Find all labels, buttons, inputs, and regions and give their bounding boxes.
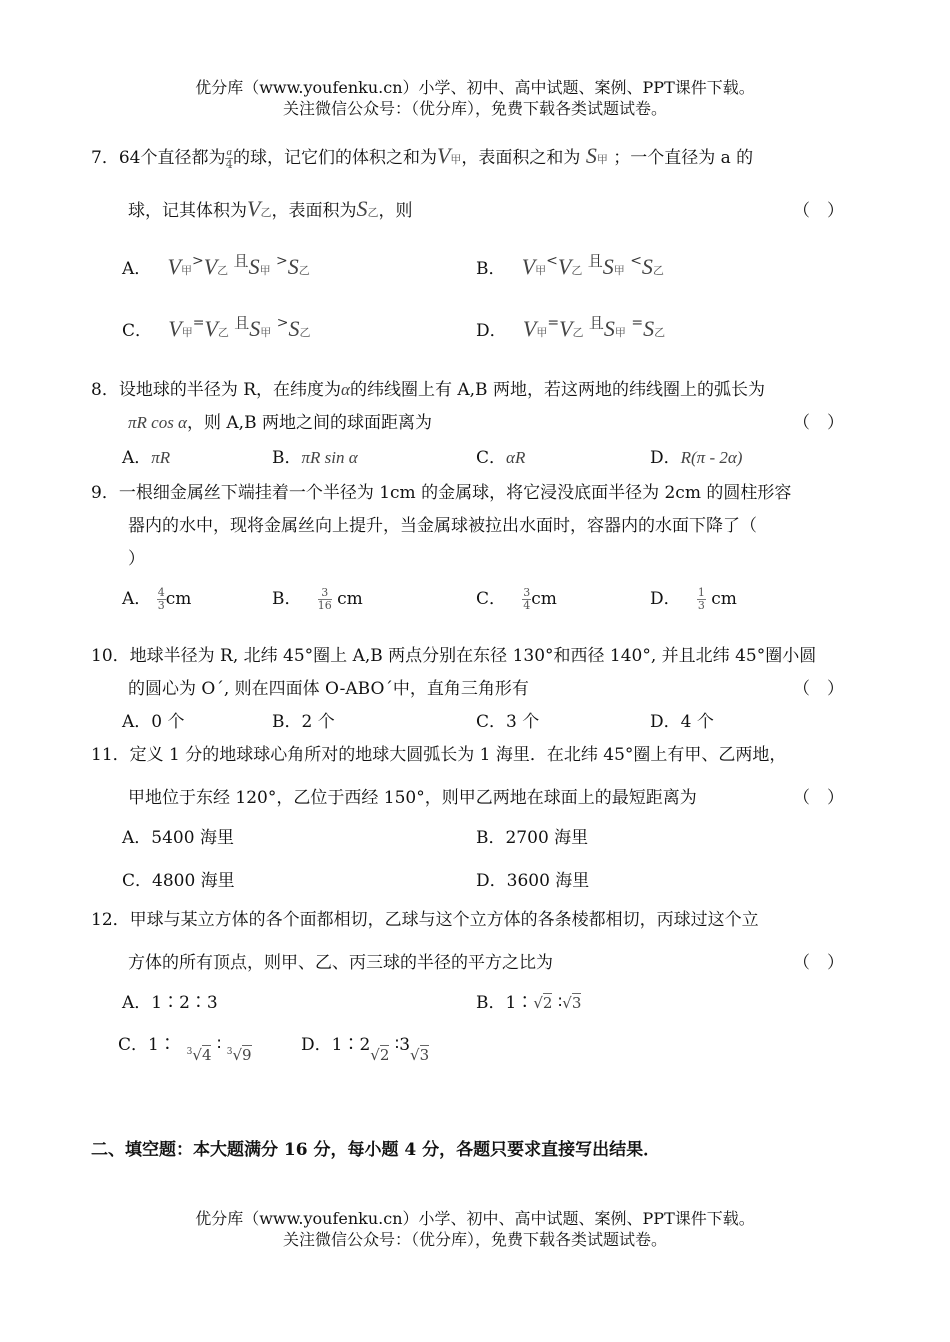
q10-answer-paren: （ ） bbox=[793, 679, 844, 699]
q7-text: 7．64个直径都为 bbox=[91, 148, 226, 168]
q8-option-a: A．πR bbox=[122, 448, 171, 468]
q10-option-b: B．2 个 bbox=[272, 712, 335, 732]
q8-option-d: D．R(π - 2α) bbox=[650, 448, 743, 468]
q10-option-c: C．3 个 bbox=[476, 712, 540, 732]
q8-line-2: πR cos α，则 A,B 两地之间的球面距离为 bbox=[128, 413, 432, 433]
q10-option-d: D．4 个 bbox=[650, 712, 714, 732]
q7-option-a: A． V甲>V乙 且S甲 >S乙 bbox=[122, 252, 310, 279]
footer-line-2: 关注微信公众号：（优分库），免费下载各类试题试卷。 bbox=[282, 1230, 667, 1249]
q8-option-b: B．πR sin α bbox=[272, 448, 358, 468]
q11-option-b: B．2700 海里 bbox=[476, 828, 589, 848]
q8-answer-paren: （ ） bbox=[793, 413, 844, 433]
q7-line-2: 球，记其体积为V乙，表面积为S乙，则 bbox=[128, 196, 413, 221]
q10-option-a: A．0 个 bbox=[122, 712, 185, 732]
q7-option-d: D． V甲=V乙 且S甲 =S乙 bbox=[476, 314, 666, 341]
q9-option-a: A． $\frac{4}{3}$ cm bbox=[122, 586, 192, 612]
q9-line-2: 器内的水中，现将金属丝向上提升，当金属球被拉出水面时，容器内的水面下降了（ bbox=[128, 516, 757, 536]
q7-option-b: B． V甲<V乙 且S甲 <S乙 bbox=[476, 252, 664, 279]
q11-answer-paren: （ ） bbox=[793, 788, 844, 808]
q9-option-b: B． $\frac{3}{16}$ cm bbox=[272, 586, 363, 612]
q8-option-c: C．αR bbox=[476, 448, 526, 468]
q12-option-a: A．1∶2∶3 bbox=[122, 993, 218, 1013]
q10-line-1: 10．地球半径为 R, 北纬 45°圈上 A,B 两点分别在东径 130°和西径 140°, 并且北纬 45°圈小圆 bbox=[91, 646, 817, 666]
q11-option-d: D．3600 海里 bbox=[476, 871, 590, 891]
q8-line-1: 8．设地球的半径为 R，在纬度为α的纬线圈上有 A,B 两地，若这两地的纬线圈上的弧长为 bbox=[91, 380, 765, 400]
q11-line-1: 11．定义 1 分的地球球心角所对的地球大圆弧长为 1 海里．在北纬 45°圈上有甲、乙两地， bbox=[91, 745, 787, 765]
q11-option-a: A．5400 海里 bbox=[122, 828, 234, 848]
q9-line-1: 9．一根细金属丝下端挂着一个半径为 1cm 的金属球，将它浸没底面半径为 2cm 的圆柱形容 bbox=[91, 483, 792, 503]
q11-option-c: C．4800 海里 bbox=[122, 871, 235, 891]
q12-option-d: D．1∶2√2 ∶3√3 bbox=[301, 1035, 430, 1064]
q10-line-2: 的圆心为 O´, 则在四面体 O-ABO´中，直角三角形有 bbox=[128, 679, 529, 699]
q12-option-b: B．1∶√2 ∶√3 bbox=[476, 993, 582, 1013]
section-2-heading: 二、填空题：本大题满分 16 分，每小题 4 分，各题只要求直接写出结果． bbox=[91, 1140, 661, 1160]
q9-line-3: ） bbox=[128, 549, 145, 569]
q7-option-c: C． V甲=V乙 且S甲 >S乙 bbox=[122, 314, 311, 341]
header-line-2: 关注微信公众号：（优分库），免费下载各类试题试卷。 bbox=[282, 99, 667, 118]
q12-line-2: 方体的所有顶点，则甲、乙、丙三球的半径的平方之比为 bbox=[128, 953, 553, 973]
footer-line-1: 优分库（www.youfenku.cn）小学、初中、高中试题、案例、PPT课件下载。 bbox=[195, 1209, 755, 1228]
q11-line-2: 甲地位于东经 120°，乙位于西经 150°，则甲乙两地在球面上的最短距离为 bbox=[128, 788, 697, 808]
q7-line-1: 7．64个直径都为 $\frac{a}{4}$ 的球，记它们的体积之和为V甲，表面积之和为 S甲 ；一个直径为 a 的 bbox=[91, 143, 754, 171]
q7-fraction: $\frac{a}{4}$ bbox=[225, 146, 233, 171]
q12-option-c: C．1∶ $^3$√4 ∶ $^3$√9 bbox=[118, 1035, 252, 1064]
header-line-1: 优分库（www.youfenku.cn）小学、初中、高中试题、案例、PPT课件下载。 bbox=[195, 78, 755, 97]
q7-answer-paren: （ ） bbox=[793, 201, 844, 221]
q12-line-1: 12．甲球与某立方体的各个面都相切，乙球与这个立方体的各条棱都相切，丙球过这个立 bbox=[91, 910, 759, 930]
q9-option-d: D． $\frac{1}{3}$ cm bbox=[650, 586, 737, 612]
q12-answer-paren: （ ） bbox=[793, 953, 844, 973]
q9-option-c: C． $\frac{3}{4}$ cm bbox=[476, 586, 557, 612]
